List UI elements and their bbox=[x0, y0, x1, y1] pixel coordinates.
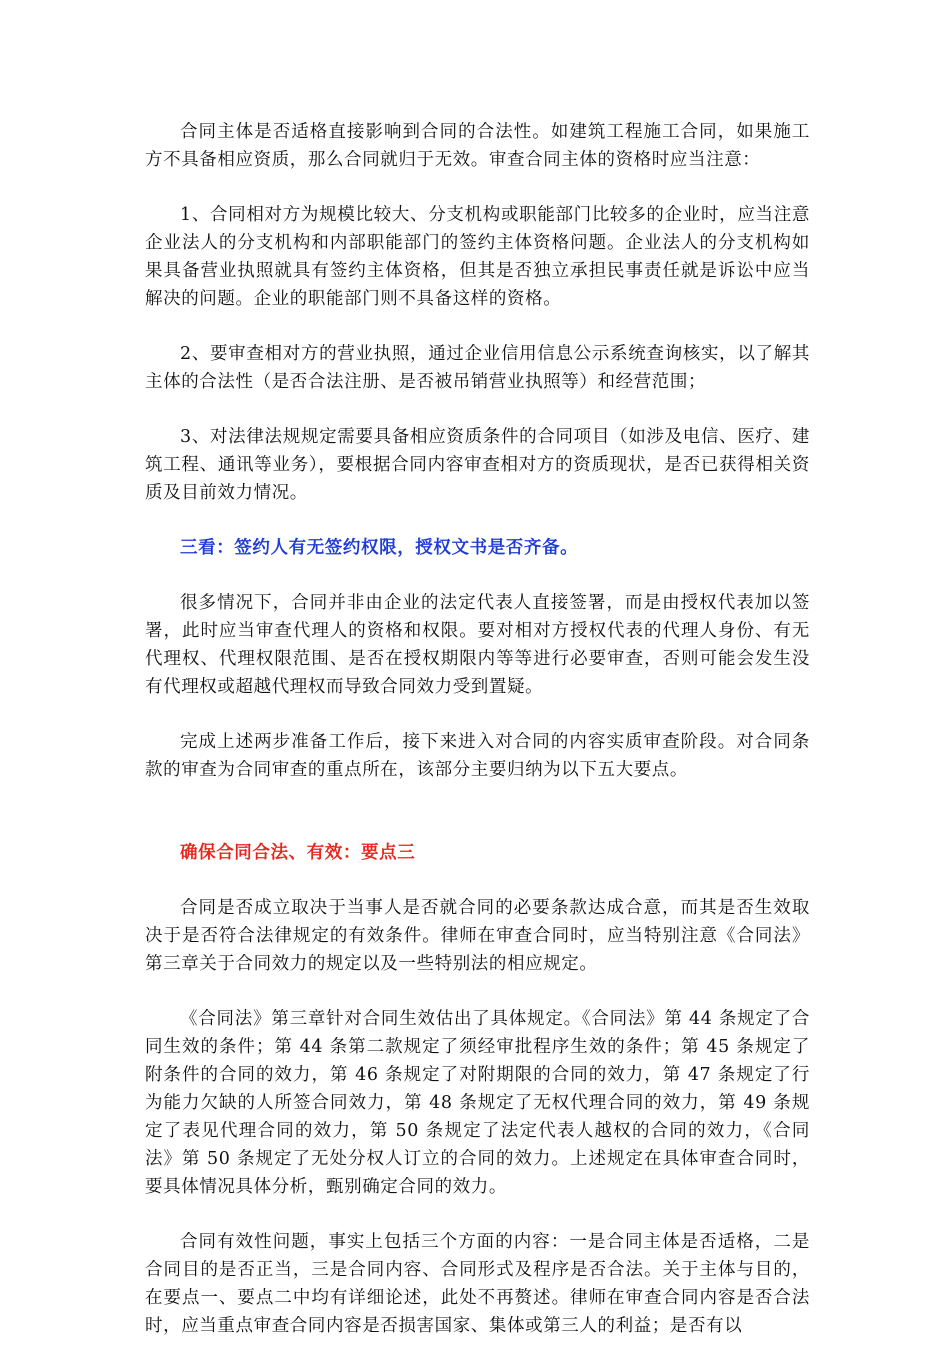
paragraph-validity-issues: 合同有效性问题，事实上包括三个方面的内容：一是合同主体是否适格，二是合同目的是否正当，三是合同内容、合同形式及程序是否合法。关于主体与目的，在要点一、要点二中均有详细论述，此处不再赘述。律师在审查合同内容是否合法时，应当重点审查合同内容是否损害国家、集体或第三人的利益；是否有以 bbox=[145, 1232, 810, 1336]
paragraph-contract-formation: 合同是否成立取决于当事人是否就合同的必要条款达成合意，而其是否生效取决于是否符合法律规定的有效条件。律师在审查合同时，应当特别注意《合同法》第三章关于合同效力的规定以及一些特别法的相应规定。 bbox=[145, 898, 810, 974]
paragraph-authorized-representative: 很多情况下，合同并非由企业的法定代表人直接签署，而是由授权代表加以签署，此时应当审查代理人的资格和权限。要对相对方授权代表的代理人身份、有无代理权、代理权限范围、是否在授权期限内等等进行必要审查，否则可能会发生没有代理权或超越代理权而导致合同效力受到置疑。 bbox=[145, 593, 810, 697]
paragraph-item-2-business-license: 2、要审查相对方的营业执照，通过企业信用信息公示系统查询核实，以了解其主体的合法性（是否合法注册、是否被吊销营业执照等）和经营范围； bbox=[145, 344, 810, 392]
paragraph-contract-law-chapter-3: 《合同法》第三章针对合同生效估出了具体规定。《合同法》第 44 条规定了合同生效的条件；第 44 条第二款规定了须经审批程序生效的条件；第 45 条规定了附条件的合同的效力，第 46 条规定了对附期限的合同的效力，第 47 条规定了行为能力欠缺的人所签合同效力，第 48 条规定了无权代理合同的效力，第 49 条规定了表见代理合同的效力，第 50 条规定了法定代表人越权的合同的效力，《合同法》第 50 条规定了无处分权人订立的合同的效力。上述规定在具体审查合同时，要具体情况具体分析，甄别确定合同的效力。 bbox=[145, 1009, 810, 1197]
section-heading-legal-validity: 确保合同合法、有效：要点三 bbox=[180, 843, 416, 863]
paragraph-item-1-branch-entities: 1、合同相对方为规模比较大、分支机构或职能部门比较多的企业时，应当注意企业法人的分支机构和内部职能部门的签约主体资格问题。企业法人的分支机构如果具备营业执照就具有签约主体资格，但其是否独立承担民事责任就是诉讼中应当解决的问题。企业的职能部门则不具备这样的资格。 bbox=[145, 205, 810, 309]
paragraph-content-review-intro: 完成上述两步准备工作后，接下来进入对合同的内容实质审查阶段。对合同条款的审查为合同审查的重点所在，该部分主要归纳为以下五大要点。 bbox=[145, 732, 810, 780]
document-body bbox=[145, 118, 810, 1367]
paragraph-item-3-qualifications: 3、对法律法规规定需要具备相应资质条件的合同项目（如涉及电信、医疗、建筑工程、通讯等业务），要根据合同内容审查相对方的资质现状，是否已获得相关资质及目前效力情况。 bbox=[145, 427, 810, 503]
section-heading-signing-authority: 三看：签约人有无签约权限，授权文书是否齐备。 bbox=[180, 538, 579, 558]
paragraph-subject-qualification: 合同主体是否适格直接影响到合同的合法性。如建筑工程施工合同，如果施工方不具备相应资质，那么合同就归于无效。审查合同主体的资格时应当注意： bbox=[145, 122, 810, 170]
